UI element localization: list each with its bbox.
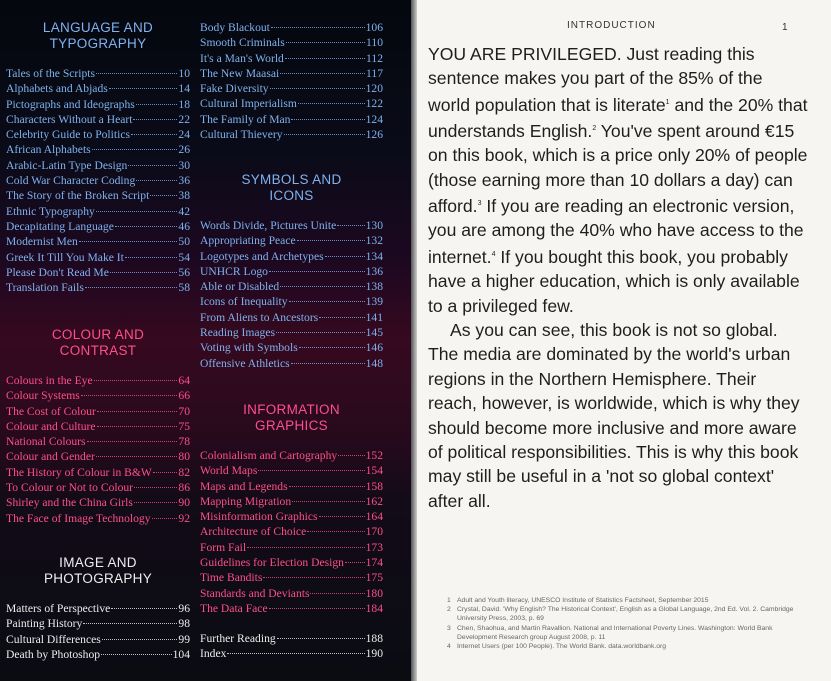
entry-page: 139	[365, 295, 383, 309]
entry-page: 24	[178, 128, 190, 142]
dot-leader	[94, 380, 178, 381]
dot-leader	[79, 241, 178, 242]
entry-title: The Cost of Colour	[6, 404, 96, 418]
contents-entry	[6, 235, 190, 250]
dot-leader	[97, 411, 178, 412]
entry-page: 104	[172, 647, 190, 661]
contents-entry	[200, 280, 383, 295]
entry-page: 18	[178, 97, 190, 111]
contents-entry	[6, 82, 190, 97]
entry-page: 106	[365, 21, 383, 34]
contents-entry	[200, 510, 383, 525]
contents-list	[200, 632, 383, 663]
contents-list	[6, 602, 190, 663]
entry-title: Reading Images	[200, 326, 276, 340]
contents-page	[0, 0, 411, 681]
dot-leader	[87, 441, 178, 442]
dot-leader	[319, 317, 364, 318]
entry-page: 80	[178, 450, 190, 464]
footnote-ref: 4	[491, 250, 496, 258]
body-text	[428, 42, 808, 513]
entry-title: Form Fail	[200, 540, 247, 554]
dot-leader	[280, 73, 365, 74]
entry-page: 126	[365, 128, 383, 142]
section-heading-line: SYMBOLS AND	[241, 172, 342, 187]
contents-entry	[200, 250, 383, 265]
contents-entry	[6, 648, 190, 663]
contents-list	[6, 67, 190, 296]
entry-page: 188	[365, 632, 383, 645]
section-heading	[6, 20, 190, 51]
dot-leader	[101, 654, 172, 655]
contents-entry	[6, 450, 190, 465]
dot-leader	[269, 608, 365, 609]
entry-page: 174	[365, 556, 383, 570]
entry-title: Modernist Men	[6, 235, 78, 249]
entry-page: 110	[366, 36, 383, 50]
entry-title: World Maps	[200, 464, 258, 478]
footnote	[447, 642, 797, 651]
dot-leader	[307, 531, 364, 532]
contents-entry	[200, 357, 383, 372]
contents-entry	[200, 587, 383, 602]
footnote-number: 1	[447, 597, 451, 604]
contents-entry	[6, 512, 190, 527]
paragraph-1: YOU ARE PRIVILEGED. Just reading this sentence makes you part of the 85% of the world population that is literate$^1$ and the 20% that understands English.$^2$ You've spent around €15 on this book, which is a price only 20% of people (those earning more than 10 dollars a day) can afford.$^3$ If you are reading an electronic version, you are among the 40% who have access to the internet.$^4$ If you bought this book, you probably have a higher education, which is only available to a privileged few.	[428, 44, 808, 316]
dot-leader	[152, 518, 178, 519]
contents-entry	[200, 82, 383, 97]
contents-entry	[200, 52, 383, 67]
contents-entry	[6, 174, 190, 189]
section-heading	[6, 327, 190, 358]
contents-entry	[200, 113, 383, 128]
entry-page: 170	[365, 525, 383, 539]
dot-leader	[109, 88, 178, 89]
contents-entry	[6, 143, 190, 158]
dot-leader	[270, 88, 365, 89]
entry-title: To Colour or Not to Colour	[6, 481, 134, 495]
dot-leader	[325, 256, 365, 257]
dot-leader	[97, 426, 178, 427]
contents-entry	[6, 602, 190, 617]
section-heading-line: PHOTOGRAPHY	[43, 570, 153, 586]
entry-title: Colonialism and Cartography	[200, 449, 338, 462]
contents-entry	[6, 466, 190, 481]
contents-entry	[200, 480, 383, 495]
dot-leader	[128, 165, 177, 166]
footnote-ref: 2	[592, 125, 597, 133]
contents-entry	[200, 632, 383, 647]
contents-entry	[6, 420, 190, 435]
entry-title: Arabic-Latin Type Design	[6, 158, 128, 172]
footnote	[447, 596, 797, 605]
dot-leader	[298, 103, 365, 104]
contents-entry	[6, 281, 190, 296]
contents-list	[200, 219, 383, 372]
contents-entry	[200, 128, 383, 143]
entry-title: Smooth Criminals	[200, 36, 285, 50]
entry-title: Please Don't Read Me	[6, 265, 109, 279]
footnote-text: Crystal, David. 'Why English? The Historical Context', English as a Global Language, 2nd Ed. Vol. 2. Cambridge University Press, 2003, p. 69	[457, 606, 794, 623]
entry-page: 148	[365, 356, 383, 370]
entry-page: 70	[178, 404, 190, 418]
contents-entry	[200, 219, 383, 234]
entry-title: From Aliens to Ancestors	[200, 310, 319, 324]
dot-leader	[280, 286, 364, 287]
dot-leader	[284, 134, 365, 135]
entry-title: Mapping Migration	[200, 494, 292, 508]
entry-page: 117	[366, 66, 383, 80]
entry-page: 145	[365, 326, 383, 340]
entry-title: Cultural Imperialism	[200, 97, 297, 111]
contents-entry	[6, 496, 190, 511]
entry-page: 158	[365, 479, 383, 493]
entry-title: Architecture of Choice	[200, 525, 307, 539]
entry-title: The Story of the Broken Script	[6, 189, 150, 203]
contents-list	[6, 374, 190, 527]
dot-leader	[271, 27, 365, 28]
dot-leader	[277, 638, 365, 639]
section-heading-line: ICONS	[269, 187, 314, 203]
footnote-text: Chen, Shaohua, and Martin Ravallion. National and International Poverty Lines. Washington: World Bank Development Research group August 2008, p. 11	[457, 624, 773, 641]
dot-leader	[319, 516, 365, 517]
contents-entry	[6, 159, 190, 174]
footnotes	[447, 596, 797, 651]
footnote-number: 2	[447, 606, 451, 614]
dot-leader	[102, 639, 178, 640]
contents-entry	[200, 326, 383, 341]
contents-entry	[200, 341, 383, 356]
entry-title: Cultural Differences	[6, 632, 101, 646]
entry-page: 99	[178, 632, 190, 646]
contents-entry	[200, 295, 383, 310]
entry-title: UNHCR Logo	[200, 264, 268, 278]
entry-title: Pictographs and Ideographs	[6, 97, 135, 111]
entry-title: Offensive Athletics	[200, 356, 290, 370]
contents-entry	[6, 205, 190, 220]
entry-title: Celebrity Guide to Politics	[6, 128, 130, 142]
contents-entry	[200, 265, 383, 280]
entry-title: Further Reading	[200, 632, 276, 645]
dot-leader	[110, 272, 178, 273]
entry-page: 92	[178, 511, 190, 525]
dot-leader	[96, 73, 177, 74]
entry-page: 120	[365, 82, 383, 96]
entry-page: 138	[365, 280, 383, 294]
dot-leader	[111, 608, 177, 609]
section-heading	[6, 555, 190, 586]
entry-title: Decapitating Language	[6, 219, 114, 233]
dot-leader	[289, 301, 365, 302]
entry-title: Colour and Culture	[6, 419, 96, 433]
entry-title: Colour Systems	[6, 389, 80, 403]
entry-page: 82	[178, 465, 190, 479]
entry-title: Death by Photoshop	[6, 647, 101, 661]
contents-entry	[200, 449, 383, 464]
section-heading-line: COLOUR AND	[51, 327, 145, 342]
dot-leader	[92, 149, 178, 150]
dot-leader	[297, 240, 365, 241]
entry-page: 112	[366, 51, 383, 65]
footnote-number: 3	[447, 624, 451, 632]
entry-page: 164	[365, 510, 383, 524]
contents-entry	[200, 556, 383, 571]
entry-page: 175	[365, 571, 383, 585]
dot-leader	[227, 653, 364, 654]
entry-title: Logotypes and Archetypes	[200, 249, 324, 263]
contents-entry	[6, 189, 190, 204]
dot-leader	[299, 347, 365, 348]
contents-entry	[200, 541, 383, 556]
entry-title: African Alphabets	[6, 143, 91, 157]
entry-page: 162	[365, 494, 383, 508]
entry-title: Alphabets and Abjads	[6, 82, 108, 96]
dot-leader	[133, 119, 177, 120]
section-heading-line: CONTRAST	[59, 342, 137, 358]
entry-page: 36	[178, 174, 190, 188]
dot-leader	[136, 180, 177, 181]
entry-page: 141	[365, 310, 383, 324]
contents-entry	[6, 633, 190, 648]
contents-entry	[6, 617, 190, 632]
entry-title: Characters Without a Heart	[6, 112, 133, 126]
page-number: 1	[782, 22, 788, 33]
contents-entry	[200, 571, 383, 586]
entry-title: Cultural Thievery	[200, 128, 283, 142]
paragraph-2: As you can see, this book is not so global. The media are dominated by the world's urban regions in the Northern Hemisphere. Their reach, however, is worldwide, which is why they should become more inclusive and more aware of political responsibilities. This is why this book may still be useful in a 'not so global context' after all.	[428, 319, 800, 511]
contents-list	[200, 449, 383, 617]
entry-title: Misinformation Graphics	[200, 510, 318, 524]
entry-title: The History of Colour in B&W	[6, 465, 152, 479]
dot-leader	[258, 470, 364, 471]
dot-leader	[292, 501, 364, 502]
entry-page: 90	[178, 496, 190, 510]
entry-page: 58	[178, 281, 190, 295]
entry-title: Index	[200, 647, 227, 661]
dot-leader	[115, 226, 178, 227]
entry-page: 22	[178, 112, 190, 126]
entry-title: The New Maasai	[200, 66, 280, 80]
contents-entry	[6, 266, 190, 281]
section-heading-line: LANGUAGE AND	[42, 20, 154, 35]
entry-page: 46	[178, 219, 190, 233]
entry-title: National Colours	[6, 435, 86, 449]
contents-entry	[6, 251, 190, 266]
entry-title: Voting with Symbols	[200, 341, 298, 355]
entry-page: 136	[365, 264, 383, 278]
entry-title: Standards and Deviants	[200, 586, 310, 600]
entry-title: Body Blackout	[200, 21, 270, 34]
entry-page: 10	[178, 67, 190, 80]
dot-leader	[345, 562, 365, 563]
footnote-ref: 1	[665, 98, 670, 106]
dot-leader	[337, 225, 364, 226]
contents-entry	[6, 481, 190, 496]
entry-title: Shirley and the China Girls	[6, 496, 133, 510]
dot-leader	[131, 134, 177, 135]
entry-page: 184	[365, 601, 383, 615]
entry-page: 78	[178, 435, 190, 449]
dot-leader	[96, 211, 178, 212]
contents-entry	[200, 495, 383, 510]
contents-entry	[6, 374, 190, 389]
entry-page: 96	[178, 602, 190, 615]
dot-leader	[125, 257, 178, 258]
contents-entry	[6, 220, 190, 235]
entry-title: Colours in the Eye	[6, 374, 93, 387]
lead-in: YOU ARE PRIVILEGED.	[428, 44, 622, 64]
section-heading	[200, 172, 383, 203]
entry-title: Guidelines for Election Design	[200, 556, 344, 570]
entry-page: 42	[178, 204, 190, 218]
footnote	[447, 624, 797, 642]
contents-entry	[6, 67, 190, 82]
contents-entry	[6, 435, 190, 450]
dot-leader	[269, 271, 365, 272]
dot-leader	[291, 119, 364, 120]
contents-entry	[6, 113, 190, 128]
section-heading-line: IMAGE AND	[59, 555, 137, 570]
section-heading	[200, 402, 383, 433]
contents-entry	[200, 525, 383, 540]
entry-page: 130	[365, 219, 383, 232]
entry-title: Appropriating Peace	[200, 234, 296, 248]
entry-title: Able or Disabled	[200, 280, 280, 294]
dot-leader	[83, 623, 177, 624]
contents-entry	[200, 311, 383, 326]
entry-page: 56	[178, 265, 190, 279]
section-heading-line: GRAPHICS	[255, 417, 328, 433]
entry-title: The Face of Image Technology	[6, 511, 151, 525]
contents-entry	[6, 128, 190, 143]
dot-leader	[338, 455, 364, 456]
dot-leader	[285, 58, 365, 59]
entry-page: 86	[178, 481, 190, 495]
entry-page: 180	[365, 586, 383, 600]
contents-entry	[200, 647, 383, 662]
entry-title: Cold War Character Coding	[6, 174, 136, 188]
entry-title: Words Divide, Pictures Unite	[200, 219, 337, 232]
entry-title: Translation Fails	[6, 281, 84, 295]
dot-leader	[136, 104, 178, 105]
contents-entry	[200, 97, 383, 112]
entry-page: 75	[178, 419, 190, 433]
dot-leader	[134, 502, 178, 503]
dot-leader	[276, 332, 365, 333]
dot-leader	[85, 287, 178, 288]
entry-title: Tales of the Scripts	[6, 67, 96, 80]
contents-entry	[200, 36, 383, 51]
contents-column-right	[200, 0, 383, 681]
dot-leader	[289, 486, 365, 487]
entry-title: It's a Man's World	[200, 51, 284, 65]
contents-entry	[200, 234, 383, 249]
footnote-number: 4	[447, 643, 451, 651]
entry-title: Time Bandits	[200, 571, 263, 585]
contents-column-left	[6, 0, 190, 681]
entry-title: The Data Face	[200, 601, 268, 615]
entry-page: 132	[365, 234, 383, 248]
entry-page: 154	[365, 464, 383, 478]
contents-entry	[200, 602, 383, 617]
entry-page: 190	[365, 647, 383, 661]
entry-title: The Family of Man	[200, 112, 291, 126]
contents-entry	[200, 464, 383, 479]
entry-page: 66	[178, 389, 190, 403]
entry-page: 98	[178, 617, 190, 631]
section-heading-line: INFORMATION	[243, 402, 340, 417]
contents-entry	[6, 389, 190, 404]
entry-title: Matters of Perspective	[6, 602, 111, 615]
entry-title: Maps and Legends	[200, 479, 288, 493]
dot-leader	[247, 547, 365, 548]
footnote-text: Internet Users (per 100 People). The World Bank. data.worldbank.org	[457, 643, 667, 651]
footnote-ref: 3	[477, 200, 482, 208]
contents-entry	[200, 21, 383, 36]
dot-leader	[150, 195, 177, 196]
entry-title: Icons of Inequality	[200, 295, 288, 309]
dot-leader	[286, 42, 365, 43]
contents-entry	[200, 67, 383, 82]
dot-leader	[96, 456, 178, 457]
entry-page: 173	[365, 540, 383, 554]
entry-page: 124	[365, 112, 383, 126]
entry-page: 64	[178, 374, 190, 387]
entry-page: 26	[178, 143, 190, 157]
dot-leader	[81, 395, 178, 396]
dot-leader	[310, 593, 364, 594]
entry-title: Ethnic Typography	[6, 204, 95, 218]
contents-entry	[6, 405, 190, 420]
entry-page: 14	[178, 82, 190, 96]
entry-title: Colour and Gender	[6, 450, 95, 464]
dot-leader	[153, 472, 178, 473]
entry-page: 38	[178, 189, 190, 203]
entry-title: Greek It Till You Make It	[6, 250, 124, 264]
footnote	[447, 605, 797, 623]
dot-leader	[291, 363, 365, 364]
entry-page: 134	[365, 249, 383, 263]
entry-page: 146	[365, 341, 383, 355]
entry-page: 50	[178, 235, 190, 249]
footnote-text: Adult and Youth literacy, UNESCO Institute of Statistics Factsheet, September 2015	[457, 597, 709, 604]
contents-list	[200, 21, 383, 143]
running-header: INTRODUCTION	[567, 20, 656, 31]
entry-title: Painting History	[6, 617, 83, 631]
contents-entry	[6, 98, 190, 113]
section-heading-line: TYPOGRAPHY	[49, 35, 147, 51]
entry-page: 54	[178, 250, 190, 264]
entry-title: Fake Diversity	[200, 82, 269, 96]
dot-leader	[263, 577, 364, 578]
entry-page: 152	[365, 449, 383, 462]
introduction-page	[417, 0, 831, 681]
dot-leader	[134, 487, 177, 488]
entry-page: 122	[365, 97, 383, 111]
entry-page: 30	[178, 158, 190, 172]
